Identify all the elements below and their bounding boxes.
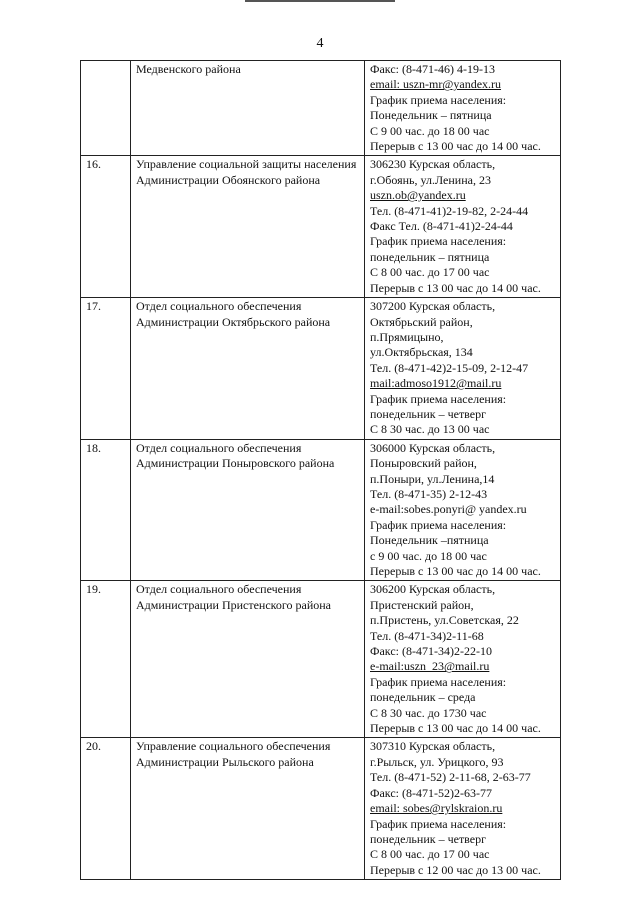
contact-line: С 8 00 час. до 17 00 час [370, 265, 490, 280]
contact-line: Тел. (8-471-35) 2-12-43 [370, 486, 488, 501]
table-row [81, 298, 561, 440]
contact-line: с 9 00 час. до 18 00 час [370, 548, 487, 563]
contact-line: Поныровский район, [370, 456, 477, 471]
contact-line: Перерыв с 13 00 час до 14 00 час. [370, 721, 541, 736]
contact-info [365, 298, 561, 440]
contact-info [365, 156, 561, 298]
contact-line: График приема населения: [370, 674, 507, 689]
contact-line: Пристенский район, [370, 597, 474, 612]
contact-line: Тел. (8-471-41)2-19-82, 2-24-44 [370, 203, 529, 218]
row-number: 19. [81, 581, 131, 738]
contact-line: График приема населения: [370, 92, 507, 107]
contact-line: График приема населения: [370, 391, 507, 406]
contact-info [365, 581, 561, 738]
row-number: 17. [81, 298, 131, 440]
contact-info [365, 439, 561, 581]
organization-name: Управление социального обеспечения Администрации Рыльского района [131, 738, 365, 880]
contact-line: С 8 30 час. до 1730 час [370, 705, 487, 720]
page-number: 4 [316, 36, 324, 51]
top-rule [245, 0, 395, 2]
row-number: 20. [81, 738, 131, 880]
organization-name: Отдел социального обеспечения Администрации Пристенского района [131, 581, 365, 738]
table-row [81, 581, 561, 738]
contact-line: График приема населения: [370, 816, 507, 831]
email-link[interactable]: uszn.ob@yandex.ru [370, 188, 466, 203]
contact-line: 306000 Курская область, [370, 440, 496, 455]
contacts-table [80, 60, 561, 880]
row-number [81, 61, 131, 156]
contact-line: Перерыв с 13 00 час до 14 00 час. [370, 280, 541, 295]
contact-line: e-mail:sobes.ponyri@ yandex.ru [370, 502, 527, 517]
contact-line: С 9 00 час. до 18 00 час [370, 123, 490, 138]
organization-name: Медвенского района [131, 61, 365, 156]
contact-line: понедельник – четверг [370, 831, 487, 846]
organization-name: Управление социальной защиты населения Администрации Обоянского района [131, 156, 365, 298]
table-row [81, 439, 561, 581]
contact-line: понедельник – пятница [370, 249, 490, 264]
contact-line: 307310 Курская область, [370, 739, 496, 754]
table-row [81, 156, 561, 298]
email-link[interactable]: email: uszn-mr@yandex.ru [370, 77, 502, 92]
table-row [81, 61, 561, 156]
contact-line: Тел. (8-471-42)2-15-09, 2-12-47 [370, 360, 529, 375]
contact-line: понедельник – четверг [370, 406, 487, 421]
contact-info [365, 61, 561, 156]
contact-line: г.Обоянь, ул.Ленина, 23 [370, 172, 491, 187]
contact-line: Факс Тел. (8-471-41)2-24-44 [370, 219, 513, 234]
contact-line: График приема населения: [370, 234, 507, 249]
contact-line: п.Прямицыно, [370, 329, 444, 344]
table-row [81, 738, 561, 880]
contact-line: Факс: (8-471-46) 4-19-13 [370, 62, 495, 76]
contact-line: ул.Октябрьская, 134 [370, 345, 473, 360]
contact-line: Перерыв с 12 00 час до 13 00 час. [370, 862, 541, 877]
contact-line: Понедельник –пятница [370, 533, 489, 548]
row-number: 18. [81, 439, 131, 581]
contact-line: 306230 Курская область, [370, 157, 496, 172]
contact-line: График приема населения: [370, 517, 507, 532]
contact-line: 307200 Курская область, [370, 299, 496, 314]
contact-line: п.Пристень, ул.Советская, 22 [370, 613, 519, 628]
email-link[interactable]: e-mail:uszn_23@mail.ru [370, 659, 490, 674]
organization-name: Отдел социального обеспечения Администрации Октябрьского района [131, 298, 365, 440]
contact-line: Перерыв с 13 00 час до 14 00 час. [370, 139, 541, 154]
contact-line: Понедельник – пятница [370, 108, 492, 123]
contact-line: 306200 Курская область, [370, 582, 496, 597]
contact-line: Тел. (8-471-34)2-11-68 [370, 628, 484, 643]
table-body [81, 61, 561, 880]
contact-line: понедельник – среда [370, 690, 476, 705]
contact-info [365, 738, 561, 880]
email-link[interactable]: email: sobes@rylskraion.ru [370, 801, 503, 816]
contact-line: Перерыв с 13 00 час до 14 00 час. [370, 564, 541, 578]
contact-line: С 8 00 час. до 17 00 час [370, 847, 490, 862]
contact-line: Факс: (8-471-52)2-63-77 [370, 785, 492, 800]
row-number: 16. [81, 156, 131, 298]
contact-line: С 8 30 час. до 13 00 час [370, 422, 490, 437]
contact-line: Тел. (8-471-52) 2-11-68, 2-63-77 [370, 770, 531, 785]
organization-name: Отдел социального обеспечения Администрации Поныровского района [131, 439, 365, 581]
contact-line: г.Рыльск, ул. Урицкого, 93 [370, 754, 504, 769]
email-link[interactable]: mail:admoso1912@mail.ru [370, 376, 502, 391]
contact-line: Факс: (8-471-34)2-22-10 [370, 644, 492, 659]
contact-line: п.Поныри, ул.Ленина,14 [370, 471, 495, 486]
contact-line: Октябрьский район, [370, 314, 473, 329]
